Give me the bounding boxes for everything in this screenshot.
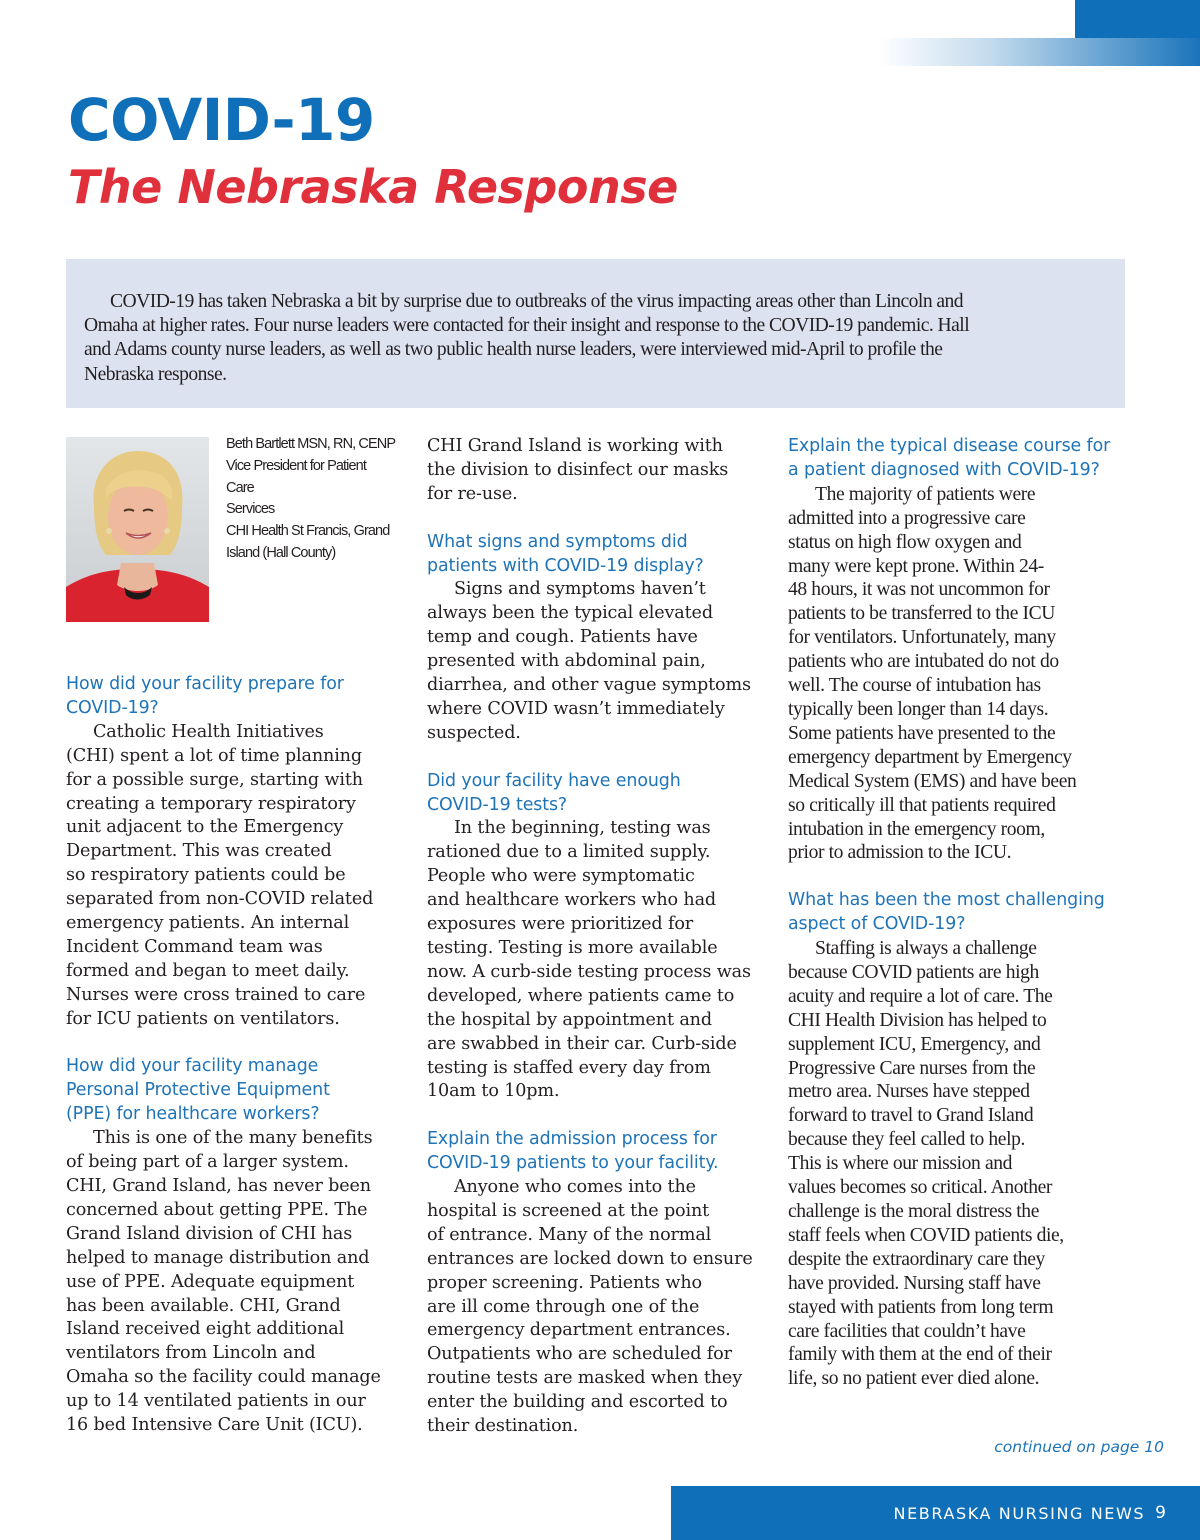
- corner-accent-block: [1075, 0, 1200, 38]
- continued-link[interactable]: continued on page 10: [994, 1438, 1164, 1456]
- text-line: because COVID patients are high: [788, 961, 1039, 983]
- question-heading: [66, 673, 411, 721]
- answer-paragraph: [427, 435, 772, 507]
- text-line: typically been longer than 14 days.: [788, 698, 1049, 720]
- text-line: for a possible surge, starting with: [66, 769, 363, 790]
- portrait-illustration: [66, 437, 209, 622]
- heading-line: COVID-19 patients to your facility.: [427, 1153, 719, 1174]
- column-2: [427, 435, 772, 1439]
- text-line: their destination.: [427, 1416, 579, 1437]
- text-line: life, so no patient ever died alone.: [788, 1368, 1040, 1390]
- text-line: the hospital by appointment and: [427, 1009, 712, 1030]
- text-line: emergency patients. An internal: [66, 913, 350, 934]
- corner-accent-gradient: [878, 38, 1200, 66]
- column-1: [66, 673, 411, 1438]
- text-line: for re-use.: [427, 483, 518, 504]
- footer-bar: [671, 1486, 1200, 1540]
- intro-paragraph: [84, 290, 1107, 387]
- text-line: forward to travel to Grand Island: [788, 1105, 1034, 1127]
- text-line: where COVID wasn’t immediately: [427, 698, 725, 719]
- caption-line: Beth Bartlett MSN, RN, CENP: [226, 436, 396, 452]
- text-line: Outpatients who are scheduled for: [427, 1344, 732, 1365]
- answer-paragraph: [427, 578, 772, 745]
- text-line: admitted into a progressive care: [788, 507, 1026, 529]
- text-line: rationed due to a limited supply.: [427, 842, 711, 863]
- text-line: entrances are locked down to ensure: [427, 1248, 753, 1269]
- text-line: stayed with patients from long term: [788, 1296, 1054, 1318]
- text-line: routine tests are masked when they: [427, 1368, 742, 1389]
- answer-paragraph: [788, 483, 1133, 866]
- text-line: have provided. Nursing staff have: [788, 1272, 1041, 1294]
- text-line: Omaha so the facility could manage: [66, 1367, 381, 1388]
- text-line: testing is staffed every day from: [427, 1057, 711, 1078]
- caption-line: Services: [226, 501, 275, 518]
- text-line: Signs and symptoms haven’t: [454, 579, 706, 600]
- text-line: emergency department entrances.: [427, 1320, 731, 1341]
- text-line: are ill come through one of the: [427, 1296, 700, 1317]
- photo-caption: [226, 434, 396, 565]
- heading-line: What has been the most challenging: [788, 890, 1105, 911]
- text-line: family with them at the end of their: [788, 1344, 1052, 1366]
- text-line: ventilators from Lincoln and: [66, 1343, 316, 1364]
- page-number: 9: [1155, 1503, 1166, 1523]
- intro-line: Omaha at higher rates. Four nurse leaders were contacted for their insight and response to the COVID-19 pandemic. Hall: [84, 315, 970, 337]
- text-line: emergency department by Emergency: [788, 746, 1072, 768]
- text-line: This is where our mission and: [788, 1153, 1013, 1175]
- text-line: the division to disinfect our masks: [427, 459, 729, 480]
- answer-paragraph: [427, 817, 772, 1104]
- page-subtitle: The Nebraska Response: [68, 160, 678, 214]
- text-line: Nurses were cross trained to care: [66, 984, 366, 1005]
- text-line: for ventilators. Unfortunately, many: [788, 627, 1056, 649]
- question-heading: [427, 770, 772, 818]
- publication-name: NEBRASKA NURSING NEWS: [893, 1503, 1146, 1523]
- column-3: [788, 435, 1133, 1391]
- heading-line: aspect of COVID-19?: [788, 914, 966, 935]
- text-line: Medical System (EMS) and have been: [788, 770, 1077, 792]
- question-heading: [427, 531, 772, 579]
- text-line: diarrhea, and other vague symptoms: [427, 675, 751, 696]
- text-line: has been available. CHI, Grand: [66, 1295, 341, 1316]
- heading-line: Explain the typical disease course for: [788, 436, 1111, 456]
- question-heading: [427, 1128, 772, 1176]
- text-line: challenge is the moral distress the: [788, 1200, 1039, 1222]
- text-line: developed, where patients came to: [427, 985, 735, 1006]
- heading-line: (PPE) for healthcare workers?: [66, 1104, 320, 1125]
- intro-line: and Adams county nurse leaders, as well as two public health nurse leaders, were interviewed mid-April to profile the: [84, 339, 943, 361]
- answer-paragraph: [427, 1176, 772, 1439]
- text-line: CHI, Grand Island, has never been: [66, 1176, 371, 1197]
- text-line: supplement ICU, Emergency, and: [788, 1033, 1041, 1055]
- text-line: enter the building and escorted to: [427, 1392, 728, 1413]
- text-line: formed and began to meet daily.: [66, 960, 350, 981]
- text-line: Island received eight additional: [66, 1319, 345, 1340]
- intro-line: Nebraska response.: [84, 363, 227, 385]
- heading-line: a patient diagnosed with COVID-19?: [788, 459, 1100, 480]
- caption-line: Island (Hall County): [226, 544, 336, 561]
- text-line: Grand Island division of CHI has: [66, 1223, 353, 1244]
- text-line: Some patients have presented to the: [788, 722, 1056, 744]
- question-heading: [788, 889, 1133, 937]
- text-line: presented with abdominal pain,: [427, 651, 706, 672]
- text-line: patients who are intubated do not do: [788, 651, 1059, 673]
- text-line: values becomes so critical. Another: [788, 1177, 1053, 1199]
- text-line: unit adjacent to the Emergency: [66, 817, 344, 838]
- text-line: use of PPE. Adequate equipment: [66, 1271, 355, 1292]
- text-line: CHI Grand Island is working with: [427, 436, 723, 456]
- text-line: In the beginning, testing was: [454, 818, 711, 839]
- text-line: care facilities that couldn’t have: [788, 1320, 1026, 1342]
- text-line: acuity and require a lot of care. The: [788, 985, 1053, 1007]
- text-line: prior to admission to the ICU.: [788, 842, 1012, 864]
- intro-line: COVID-19 has taken Nebraska a bit by surprise due to outbreaks of the virus impacting areas other than Lincoln and: [110, 291, 964, 312]
- text-line: concerned about getting PPE. The: [66, 1199, 368, 1220]
- heading-line: Explain the admission process for: [427, 1129, 717, 1150]
- text-line: always been the typical elevated: [427, 603, 713, 624]
- text-line: Catholic Health Initiatives: [93, 721, 324, 742]
- text-line: for ICU patients on ventilators.: [66, 1008, 340, 1029]
- text-line: hospital is screened at the point: [427, 1200, 710, 1221]
- text-line: Anyone who comes into the: [454, 1177, 696, 1198]
- text-line: separated from non-COVID related: [66, 889, 374, 910]
- question-heading: [66, 1055, 411, 1127]
- heading-line: Did your facility have enough: [427, 770, 681, 791]
- text-line: This is one of the many benefits: [93, 1128, 373, 1149]
- text-line: are swabbed in their car. Curb-side: [427, 1033, 737, 1054]
- text-line: testing. Testing is more available: [427, 938, 718, 958]
- text-line: status on high flow oxygen and: [788, 531, 1022, 553]
- heading-line: How did your facility prepare for: [66, 674, 344, 694]
- text-line: despite the extraordinary care they: [788, 1248, 1045, 1270]
- text-line: (CHI) spent a lot of time planning: [66, 745, 362, 766]
- question-heading: [788, 435, 1133, 483]
- text-line: temp and cough. Patients have: [427, 627, 698, 648]
- text-line: 16 bed Intensive Care Unit (ICU).: [66, 1415, 363, 1436]
- intro-box: [66, 259, 1125, 408]
- caption-line: Vice President for Patient Care: [226, 457, 366, 496]
- heading-line: Personal Protective Equipment: [66, 1080, 330, 1101]
- text-line: because they feel called to help.: [788, 1129, 1026, 1151]
- heading-line: How did your facility manage: [66, 1056, 319, 1077]
- page-title: COVID-19: [68, 86, 375, 154]
- heading-line: What signs and symptoms did: [427, 531, 688, 552]
- text-line: up to 14 ventilated patients in our: [66, 1391, 366, 1412]
- text-line: so critically ill that patients required: [788, 794, 1056, 816]
- heading-line: COVID-19?: [66, 697, 159, 718]
- text-line: 10am to 10pm.: [427, 1081, 560, 1102]
- text-line: Progressive Care nurses from the: [788, 1057, 1036, 1079]
- text-line: 48 hours, it was not uncommon for: [788, 579, 1050, 601]
- text-line: well. The course of intubation has: [788, 675, 1041, 697]
- text-line: Department. This was created: [66, 841, 332, 862]
- answer-paragraph: [66, 721, 411, 1032]
- text-line: of being part of a larger system.: [66, 1152, 349, 1173]
- text-line: patients to be transferred to the ICU: [788, 603, 1056, 625]
- text-line: People who were symptomatic: [427, 866, 695, 887]
- text-line: of entrance. Many of the normal: [427, 1224, 712, 1245]
- text-line: proper screening. Patients who: [427, 1272, 702, 1293]
- text-line: helped to manage distribution and: [66, 1247, 370, 1268]
- text-line: so respiratory patients could be: [66, 865, 346, 886]
- text-line: intubation in the emergency room,: [788, 818, 1045, 840]
- text-line: exposures were prioritized for: [427, 914, 694, 935]
- text-line: now. A curb-side testing process was: [427, 961, 751, 982]
- caption-line: CHI Health St Francis, Grand: [226, 523, 390, 540]
- answer-paragraph: [66, 1127, 411, 1438]
- text-line: CHI Health Division has helped to: [788, 1009, 1047, 1031]
- text-line: and healthcare workers who had: [427, 890, 717, 911]
- portrait-photo: [66, 437, 209, 622]
- text-line: suspected.: [427, 722, 521, 743]
- text-line: staff feels when COVID patients die,: [788, 1224, 1064, 1246]
- text-line: metro area. Nurses have stepped: [788, 1081, 1030, 1103]
- text-line: creating a temporary respiratory: [66, 793, 356, 814]
- text-line: The majority of patients were: [815, 483, 1036, 505]
- text-line: many were kept prone. Within 24-: [788, 555, 1044, 577]
- heading-line: COVID-19 tests?: [427, 794, 568, 815]
- answer-paragraph: [788, 937, 1133, 1391]
- text-line: Incident Command team was: [66, 936, 323, 957]
- heading-line: patients with COVID-19 display?: [427, 555, 704, 576]
- text-line: Staffing is always a challenge: [815, 938, 1037, 960]
